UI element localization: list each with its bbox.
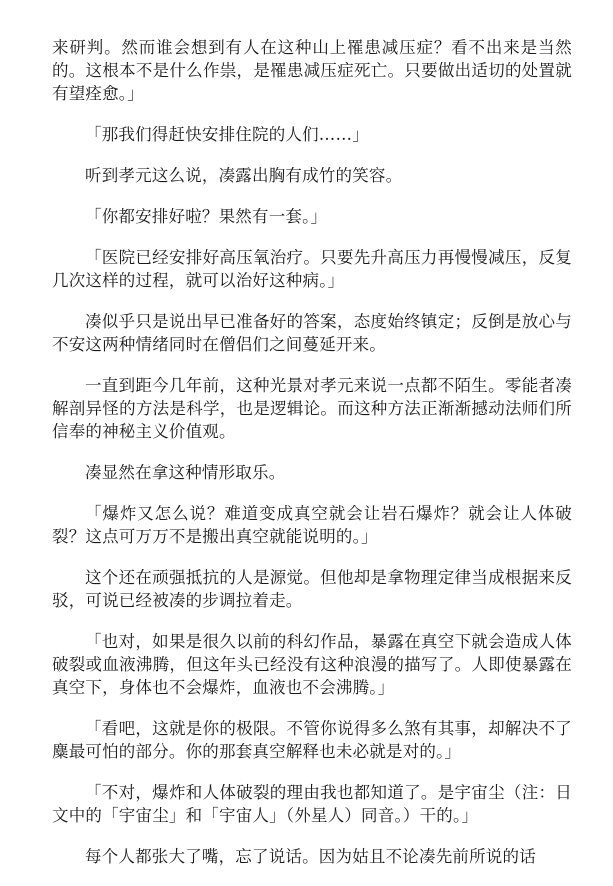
paragraph-11: 「也对，如果是很久以前的科幻作品，暴露在真空下就会造成人体破裂或血液沸腾，但这年头已经没有这种浪漫的描写了。人即使暴露在真空下，身体也不会爆炸，血液也不会沸腾。」: [52, 632, 572, 697]
paragraph-8: 凑显然在拿这种情形取乐。: [85, 463, 286, 482]
paragraph-4: 「你都安排好啦？果然有一套。」: [85, 207, 328, 226]
paragraph-7: 一直到距今几年前，这种光景对孝元来说一点都不陌生。零能者凑解剖异怪的方法是科学，也是逻辑论。而这种方法正渐渐撼动法师们所信奉的神秘主义价值观。: [52, 376, 572, 441]
paragraph-1: 来研判。然而谁会想到有人在这种山上罹患减压症？看不出来是当然的。这根本不是什么作祟，是罹患减压症死亡。只要做出适切的处置就有望痊愈。」: [52, 38, 572, 103]
paragraph-2: 「那我们得赶快安排住院的人们……」: [85, 125, 369, 144]
paragraph-13: 「不对，爆炸和人体破裂的理由我也都知道了。是宇宙尘（注：日文中的「宇宙尘」和「宇宙人」（外星人）同音。）干的。」: [52, 783, 572, 825]
paragraph-10: 这个还在顽强抵抗的人是源觉。但他却是拿物理定律当成根据来反驳，可说已经被凑的步调拉着走。: [52, 568, 572, 610]
paragraph-5: 「医院已经安排好高压氧治疗。只要先升高压力再慢慢减压，反复几次这样的过程，就可以治好这种病。」: [52, 248, 572, 290]
paragraph-3: 听到孝元这么说，凑露出胸有成竹的笑容。: [85, 166, 403, 185]
book-page: [52, 36, 572, 886]
paragraph-6: 凑似乎只是说出早已准备好的答案，态度始终镇定；反倒是放心与不安这两种情绪同时在僧侣们之间蔓延开来。: [52, 312, 572, 354]
paragraph-9: 「爆炸又怎么说？难道变成真空就会让岩石爆炸？就会让人体破裂？这点可万万不是搬出真空就能说明的。」: [52, 504, 572, 546]
paragraph-12: 「看吧，这就是你的极限。不管你说得多么煞有其事，却解决不了麋最可怕的部分。你的那套真空解释也未必就是对的。」: [52, 719, 572, 761]
paragraph-14: 每个人都张大了嘴，忘了说话。因为姑且不论凑先前所说的话: [85, 847, 536, 866]
